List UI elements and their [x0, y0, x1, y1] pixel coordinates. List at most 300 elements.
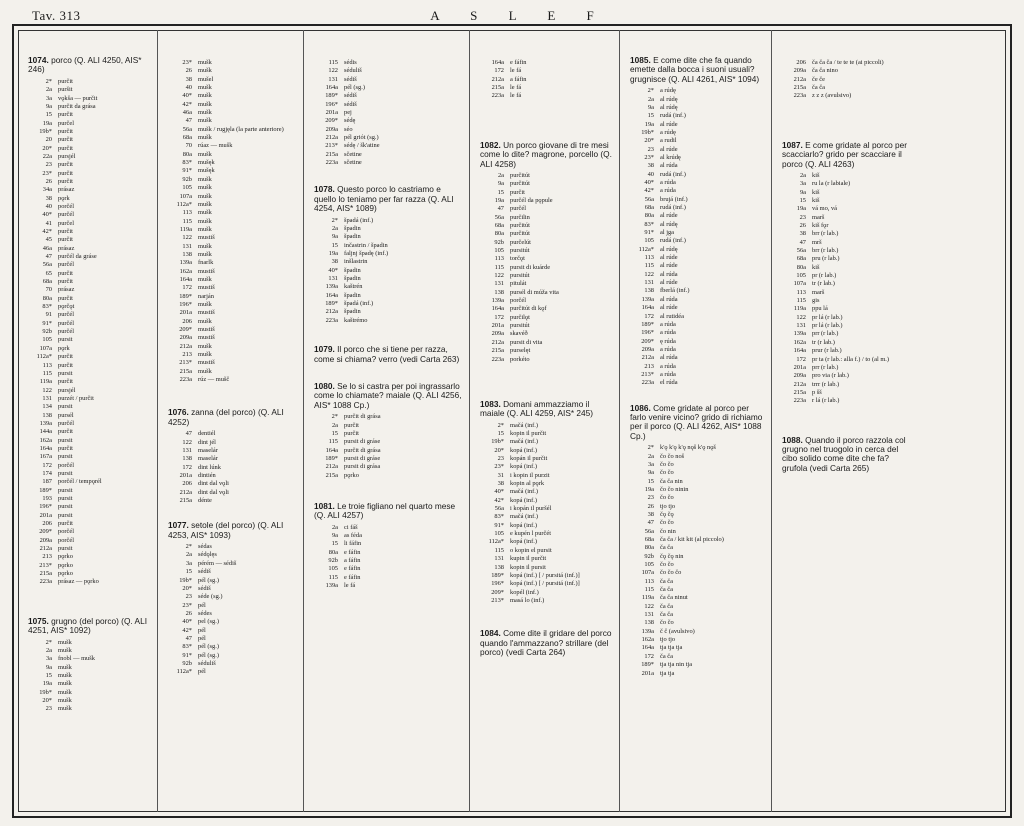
dialect-form: tja tja tja: [660, 644, 683, 652]
dialect-form: pr ta (r lab.: alla f.) / to (al m.): [812, 355, 890, 363]
dialect-form: mušk: [198, 351, 212, 359]
response-row: [782, 92, 914, 100]
locality-code: 196*: [179, 300, 192, 308]
locality-code: 115: [644, 262, 654, 270]
response-row: [168, 610, 299, 618]
response-row: [782, 372, 914, 380]
locality-code: 113: [42, 361, 52, 369]
locality-code: 31: [497, 471, 504, 479]
dialect-form: porčél: [58, 461, 74, 469]
dialect-form: čo čo: [660, 619, 674, 627]
locality-code: 131: [494, 555, 504, 563]
question-number: 1075.: [28, 615, 52, 626]
response-row: [168, 668, 299, 676]
dialect-form: mušel: [198, 75, 214, 83]
locality-code: 46a: [42, 244, 52, 252]
dialect-form: puršit: [58, 86, 73, 94]
response-row: [28, 253, 153, 261]
dialect-form: torčǫt: [510, 255, 525, 263]
response-row: [630, 670, 767, 678]
response-row: [28, 495, 153, 503]
locality-code: 26: [45, 177, 52, 185]
dialect-form: pél: [198, 601, 206, 609]
response-row: [480, 339, 615, 347]
response-row: [480, 530, 615, 538]
locality-code: 209*: [39, 528, 52, 536]
response-row: [168, 480, 299, 488]
dialect-form: a rúda: [660, 362, 676, 370]
response-row: [630, 254, 767, 262]
dialect-form: pej: [344, 109, 352, 117]
dialect-form: purčit: [58, 228, 73, 235]
response-row: [480, 564, 615, 572]
question-number: 1079.: [314, 344, 338, 355]
locality-code: 201a: [39, 511, 52, 519]
dialect-form: purčit: [58, 161, 73, 169]
response-row: [480, 356, 615, 364]
locality-code: 115: [644, 586, 654, 594]
dialect-form: ča ča: [660, 602, 673, 610]
question-block: [18, 56, 157, 587]
response-row: [782, 364, 914, 372]
dialect-form: trrr (r lab.): [812, 380, 840, 388]
locality-code: 131: [796, 322, 806, 330]
response-row: [28, 697, 153, 705]
dialect-form: prásaz — pǫrko: [58, 578, 99, 586]
dialect-form: a rúda: [660, 179, 676, 186]
locality-code: 131: [182, 446, 192, 454]
response-row: [480, 272, 615, 280]
locality-code: 47: [497, 205, 504, 213]
response-row: [314, 438, 465, 446]
locality-code: 83*: [644, 220, 654, 228]
locality-code: 172: [796, 355, 806, 363]
response-row: [630, 304, 767, 312]
response-row: [28, 245, 153, 253]
dialect-form: pursit di gráse: [344, 454, 381, 462]
response-row: [630, 112, 767, 120]
locality-code: 38: [185, 75, 192, 83]
response-row: [168, 643, 299, 651]
response-row: [782, 356, 914, 364]
response-row: [630, 553, 767, 561]
locality-code: 187: [42, 478, 52, 486]
locality-code: 215a: [793, 388, 806, 396]
dialect-form: e fáfin: [344, 573, 361, 581]
response-row: [630, 104, 767, 112]
response-row: [480, 472, 615, 480]
dialect-form: pursit: [58, 369, 73, 377]
dialect-form: purčit: [58, 361, 73, 369]
response-row: [782, 214, 914, 222]
question-heading: [28, 56, 153, 75]
locality-code: 213: [182, 351, 192, 359]
locality-code: 164a: [325, 446, 338, 454]
locality-code: 215a: [179, 367, 192, 375]
response-row: [630, 371, 767, 379]
response-row: [630, 536, 767, 544]
response-row: [314, 300, 465, 308]
locality-code: 2a: [331, 225, 338, 233]
locality-code: 212a: [39, 545, 52, 553]
response-row: [782, 314, 914, 322]
dialect-form: č č (avulsivo): [660, 627, 695, 635]
response-row: [28, 278, 153, 286]
locality-code: 68a: [494, 222, 504, 229]
response-row: [480, 189, 615, 197]
locality-code: 23*: [42, 169, 52, 177]
locality-code: 189*: [641, 320, 654, 328]
locality-code: 212a: [793, 380, 806, 388]
response-row: [630, 644, 767, 652]
locality-code: 164a: [641, 304, 654, 312]
response-row: [168, 560, 299, 568]
locality-code: 20*: [42, 697, 52, 704]
response-list: [630, 87, 767, 387]
locality-code: 172: [182, 463, 192, 471]
response-row: [168, 368, 299, 376]
locality-code: 122: [182, 234, 192, 242]
locality-code: 138: [644, 287, 654, 295]
locality-code: 40*: [328, 266, 338, 274]
locality-code: 26: [185, 609, 192, 617]
locality-code: 107a: [39, 344, 52, 352]
dialect-form: mušk: [198, 109, 212, 117]
response-row: [314, 101, 465, 109]
dialect-form: rudá (inf.): [660, 237, 686, 245]
locality-code: 2a: [331, 421, 338, 429]
dialect-form: al rutidéa: [660, 312, 684, 320]
locality-code: 80a: [796, 263, 806, 271]
dialect-form: mušk: [58, 638, 72, 646]
response-row: [168, 618, 299, 626]
response-row: [630, 196, 767, 204]
response-row: [480, 555, 615, 563]
locality-code: 22a: [42, 152, 52, 160]
response-row: [782, 222, 914, 230]
question-block: [18, 617, 157, 714]
dialect-form: kaštrémo: [344, 316, 368, 324]
response-row: [630, 204, 767, 212]
dialect-form: brr (r lab.): [812, 247, 839, 255]
response-row: [480, 480, 615, 488]
dialect-form: ča ča nino: [812, 67, 838, 75]
question-title: porco (Q. ALI 4250, AIS* 246): [28, 55, 142, 75]
response-row: [28, 311, 153, 319]
dialect-form: mušk: [198, 242, 212, 250]
locality-code: 38: [497, 480, 504, 488]
question-title: Quando il porco razzola col grugno nel truogolo in cerca del cibo solido come dite che fa? grufola (vedi Carta 265): [782, 434, 906, 473]
response-row: [168, 176, 299, 184]
response-row: [28, 120, 153, 128]
dialect-form: purčit: [58, 294, 73, 302]
dialect-form: špadin: [344, 266, 361, 274]
response-row: [168, 92, 299, 100]
dialect-form: a rúda: [660, 187, 676, 195]
locality-code: 223a: [179, 376, 192, 384]
response-row: [480, 230, 615, 238]
dialect-form: kopá (inf.): [510, 496, 537, 504]
locality-code: 215a: [491, 347, 504, 355]
response-row: [630, 661, 767, 669]
response-row: [480, 463, 615, 471]
response-row: [630, 653, 767, 661]
locality-code: 138: [182, 455, 192, 463]
dialect-form: purčit: [58, 269, 73, 277]
question-heading: [480, 400, 615, 419]
response-list: [314, 524, 465, 591]
locality-code: 212a: [325, 308, 338, 316]
locality-code: 19b*: [491, 438, 504, 446]
locality-code: 83*: [42, 303, 52, 311]
dialect-form: al rúda: [660, 295, 678, 303]
locality-code: 40: [185, 84, 192, 92]
locality-code: 20*: [494, 446, 504, 454]
dialect-form: pǫrk: [58, 344, 70, 352]
dialect-form: prr (r lab.): [812, 363, 839, 371]
dialect-form: purčel: [58, 119, 74, 127]
response-row: [630, 346, 767, 354]
locality-code: 26: [799, 222, 806, 229]
dialect-form: i kopin il purzit: [510, 471, 550, 479]
locality-code: 80a: [644, 212, 654, 220]
response-row: [168, 585, 299, 593]
question-block: [620, 404, 771, 678]
locality-code: 19b*: [641, 128, 654, 136]
dialect-form: pursit di kuárde: [510, 263, 551, 271]
locality-code: 23*: [182, 59, 192, 66]
response-row: [168, 577, 299, 585]
locality-code: 164a: [325, 291, 338, 299]
dialect-form: pél: [198, 634, 206, 642]
response-row: [480, 422, 615, 430]
locality-code: 15: [497, 430, 504, 437]
response-row: [630, 279, 767, 287]
response-row: [630, 212, 767, 220]
response-row: [28, 412, 153, 420]
response-row: [28, 578, 153, 586]
locality-code: 138: [494, 563, 504, 571]
response-row: [630, 137, 767, 145]
locality-code: 213*: [491, 596, 504, 604]
response-row: [630, 494, 767, 502]
dialect-form: pél (sg.): [344, 84, 365, 92]
response-list: [314, 59, 465, 167]
response-row: [168, 326, 299, 334]
response-row: [28, 220, 153, 228]
response-row: [28, 647, 153, 655]
response-row: [28, 445, 153, 453]
response-row: [168, 259, 299, 267]
locality-code: 138: [42, 411, 52, 419]
column-4: [470, 30, 620, 812]
locality-code: 189*: [325, 92, 338, 100]
locality-code: 139a: [325, 283, 338, 291]
response-row: [782, 172, 914, 180]
dialect-form: ru la (r labiale): [812, 180, 851, 188]
question-heading: [630, 56, 767, 84]
response-row: [480, 92, 615, 100]
response-row: [28, 128, 153, 136]
dialect-form: purčél da gráse: [58, 253, 97, 261]
dialect-form: al rúde: [660, 279, 678, 287]
question-title: Le troie figliano nel quarto mese (Q. ALI 4257): [314, 500, 456, 521]
locality-code: 213: [42, 553, 52, 561]
response-list: [480, 172, 615, 364]
question-block: [470, 59, 619, 101]
question-block: [620, 56, 771, 388]
dialect-form: séde (sg.): [198, 593, 223, 601]
locality-code: 19a: [42, 680, 52, 688]
question-title: Se lo si castra per poi ingrassarlo come lo chiamate? maiale (Q. ALI 4256, AIS* 1088 Cp.): [314, 380, 462, 410]
response-row: [168, 309, 299, 317]
response-row: [28, 295, 153, 303]
locality-code: 215a: [491, 84, 504, 92]
response-row: [630, 528, 767, 536]
response-row: [782, 205, 914, 213]
question-title: Questo porco lo castriamo e quello lo teniamo per far razza (Q. ALI 4254, AIS* 1089): [314, 184, 454, 214]
response-list: [480, 422, 615, 606]
response-row: [630, 561, 767, 569]
dialect-form: o kopin el pursit: [510, 546, 552, 554]
question-number: 1077.: [168, 520, 192, 531]
dialect-form: mušk: [58, 646, 72, 654]
response-row: [630, 296, 767, 304]
dialect-form: purselęt: [510, 347, 531, 355]
locality-code: 15: [185, 568, 192, 576]
response-row: [630, 262, 767, 270]
response-row: [168, 376, 299, 384]
locality-code: 172: [494, 67, 504, 75]
response-row: [314, 267, 465, 275]
locality-code: 56a: [644, 195, 654, 203]
dialect-form: purčél da pǫpule: [510, 196, 553, 204]
dialect-form: špadá (inf.): [344, 216, 374, 224]
dialect-form: porčél: [510, 297, 526, 305]
dialect-form: a fáfin: [510, 75, 527, 83]
locality-code: 80a: [328, 548, 338, 556]
dialect-form: čǫ čǫ: [660, 510, 674, 518]
locality-code: 196*: [641, 329, 654, 337]
dialect-form: ča ča: [812, 84, 825, 92]
locality-code: 138: [644, 619, 654, 627]
dialect-form: mustiš: [198, 284, 215, 292]
question-heading: [314, 502, 465, 521]
locality-code: 42*: [182, 100, 192, 108]
response-row: [630, 594, 767, 602]
locality-code: 223a: [641, 379, 654, 387]
locality-code: 105: [328, 565, 338, 573]
dialect-form: tja tja nin tja: [660, 661, 693, 669]
dialect-form: purčit: [58, 520, 73, 528]
response-row: [630, 87, 767, 95]
response-row: [168, 234, 299, 242]
locality-code: 42*: [644, 187, 654, 195]
locality-code: 23: [45, 161, 52, 169]
dialect-form: al rúde: [660, 212, 678, 220]
locality-code: 40: [647, 170, 654, 178]
dialect-form: porčél / tempǫrél: [58, 478, 102, 486]
dialect-form: mušk: [58, 663, 72, 671]
response-row: [630, 162, 767, 170]
question-number: 1082.: [480, 139, 504, 150]
response-row: [782, 347, 914, 355]
question-title: E come gridate al porco per scacciarlo? grido per scacciare il porco (Q. ALI 4263): [782, 139, 907, 169]
response-row: [480, 347, 615, 355]
dialect-form: prásaz: [58, 244, 75, 252]
response-row: [630, 453, 767, 461]
response-row: [630, 229, 767, 237]
locality-code: 131: [644, 279, 654, 287]
dialect-form: mušk: [198, 67, 212, 75]
response-row: [28, 286, 153, 294]
dialect-form: čo čo: [660, 494, 674, 502]
response-row: [168, 447, 299, 455]
question-number: 1087.: [782, 139, 806, 150]
locality-code: 23: [647, 494, 654, 502]
locality-code: 107a: [641, 569, 654, 577]
dialect-form: purčit: [58, 144, 73, 152]
locality-code: 122: [644, 602, 654, 610]
response-row: [782, 397, 914, 405]
locality-code: 68a: [182, 134, 192, 142]
response-row: [630, 237, 767, 245]
dialect-form: ča ča ča / te te te (ai piccoli): [812, 59, 884, 66]
response-row: [168, 84, 299, 92]
dialect-form: séduliš: [198, 659, 216, 667]
response-row: [168, 76, 299, 84]
locality-code: 40*: [182, 618, 192, 626]
question-heading: [630, 404, 767, 442]
locality-code: 38: [647, 162, 654, 170]
response-row: [314, 422, 465, 430]
dialect-form: sédis: [344, 59, 357, 66]
question-heading: [782, 436, 914, 474]
locality-code: 19a: [644, 485, 654, 493]
locality-code: 15: [799, 196, 806, 204]
locality-code: 20: [45, 136, 52, 144]
dialect-form: tjo tjo: [660, 636, 676, 644]
dialect-form: ča ča: [660, 586, 673, 594]
dialect-form: mušk: [58, 688, 72, 696]
dialect-form: vǫkša — purčit: [58, 94, 98, 102]
locality-code: 3a: [185, 559, 192, 567]
response-row: [168, 359, 299, 367]
response-row: [630, 187, 767, 195]
response-row: [782, 247, 914, 255]
dialect-form: al rúdę: [660, 95, 678, 103]
dialect-form: inčastrin / špadin: [344, 241, 388, 249]
locality-code: 113: [644, 577, 654, 585]
response-row: [168, 551, 299, 559]
locality-code: 80a: [182, 150, 192, 158]
locality-code: 34a: [42, 186, 52, 194]
locality-code: 112a*: [176, 668, 192, 676]
locality-code: 209a: [491, 330, 504, 338]
locality-code: 212a: [793, 75, 806, 83]
response-row: [314, 151, 465, 159]
locality-code: 215a: [793, 84, 806, 92]
response-row: [28, 86, 153, 94]
locality-code: 47: [45, 253, 52, 261]
response-row: [168, 276, 299, 284]
locality-code: 162a: [39, 436, 52, 444]
locality-code: 112a*: [638, 245, 654, 253]
response-row: [168, 318, 299, 326]
dialect-form: le fá: [510, 84, 522, 92]
dialect-form: r lá (r lab.): [812, 397, 840, 405]
locality-code: 209a: [325, 125, 338, 133]
